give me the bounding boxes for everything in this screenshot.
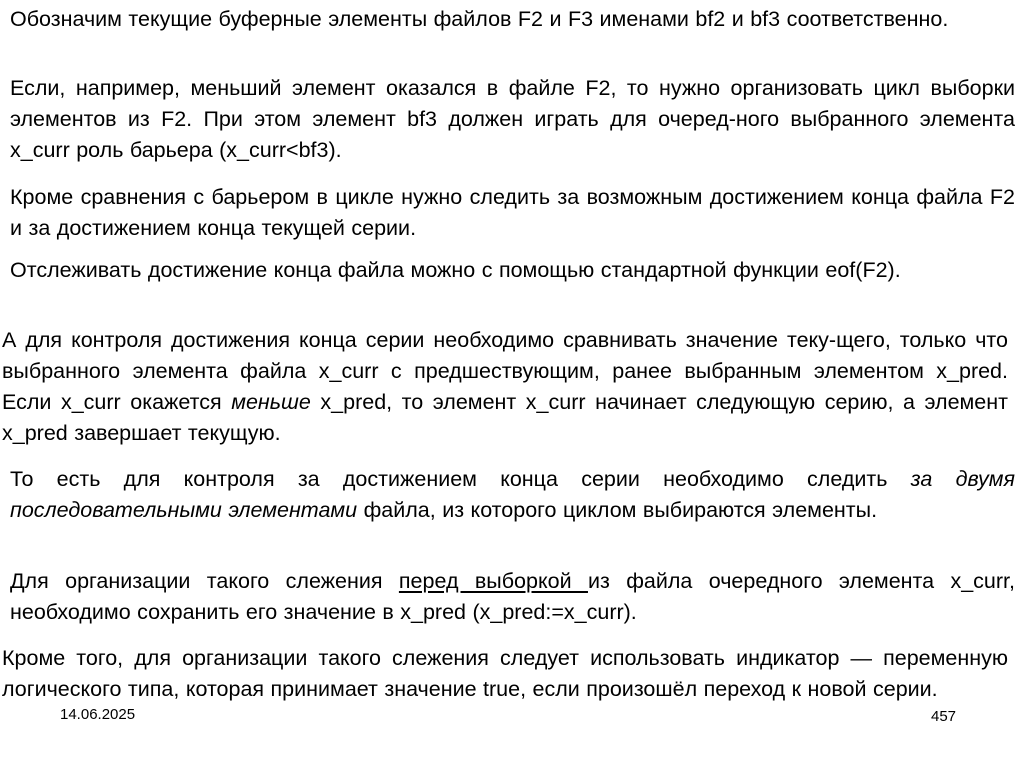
emphasis-text: меньше xyxy=(231,390,311,414)
paragraph-text-part: А для контроля достижения конца серии необходимо сравнивать значение теку-щего, только что выбранного элемента файла x_curr с предшествующим, ранее выбранным элементом x_pred. Если x_curr окажется xyxy=(2,328,1008,414)
paragraph-barrier-comparison xyxy=(10,182,1015,244)
footer-date: 14.06.2025 xyxy=(60,706,136,723)
paragraph-text-part: Для организации такого слежения xyxy=(10,569,399,593)
paragraph-text: Кроме сравнения с барьером в цикле нужно следить за возможным достижением конца файла F2 и за достижением конца текущей серии. xyxy=(10,185,1015,240)
paragraph-text-part: То есть для контроля за достижением конца серии необходимо следить xyxy=(10,467,911,491)
footer-page-number: 457 xyxy=(931,708,957,725)
paragraph-save-previous xyxy=(10,566,1015,628)
emphasis-text: за двумя последовательными элементами xyxy=(10,467,1015,522)
paragraph-two-elements xyxy=(10,464,1015,526)
paragraph-text: Обозначим текущие буферные элементы файлов F2 и F3 именами bf2 и bf3 соответственно. xyxy=(10,7,949,31)
paragraph-text: Отслеживать достижение конца файла можно с помощью стандартной функции eof(F2). xyxy=(10,258,901,282)
paragraph-eof-function xyxy=(10,255,1015,286)
paragraph-buffer-names xyxy=(10,4,1015,35)
paragraph-series-end-control xyxy=(2,325,1008,449)
paragraph-text: Если, например, меньший элемент оказался в файле F2, то нужно организовать цикл выборки элементов из F2. При этом элемент bf3 должен играть для очеред-ного выбранного элемента x_curr роль барьера (x_curr<bf3). xyxy=(10,76,1015,162)
paragraph-text: Кроме того, для организации такого слежения следует использовать индикатор — переменную логического типа, которая принимает значение true, если произошёл переход к новой серии. xyxy=(2,646,1008,701)
paragraph-text-part: из файла очередного элемента x_curr, необходимо сохранить его значение в x_pred (x_pred:=x_curr). xyxy=(10,569,1015,624)
underlined-text: перед выборкой xyxy=(398,569,588,593)
paragraph-indicator xyxy=(2,643,1008,705)
paragraph-text-part: файла, из которого циклом выбираются элементы. xyxy=(357,498,878,522)
paragraph-selection-loop xyxy=(10,73,1015,166)
paragraph-text-part: x_pred, то элемент x_curr начинает следующую серию, а элемент x_pred завершает текущую. xyxy=(2,390,1008,445)
